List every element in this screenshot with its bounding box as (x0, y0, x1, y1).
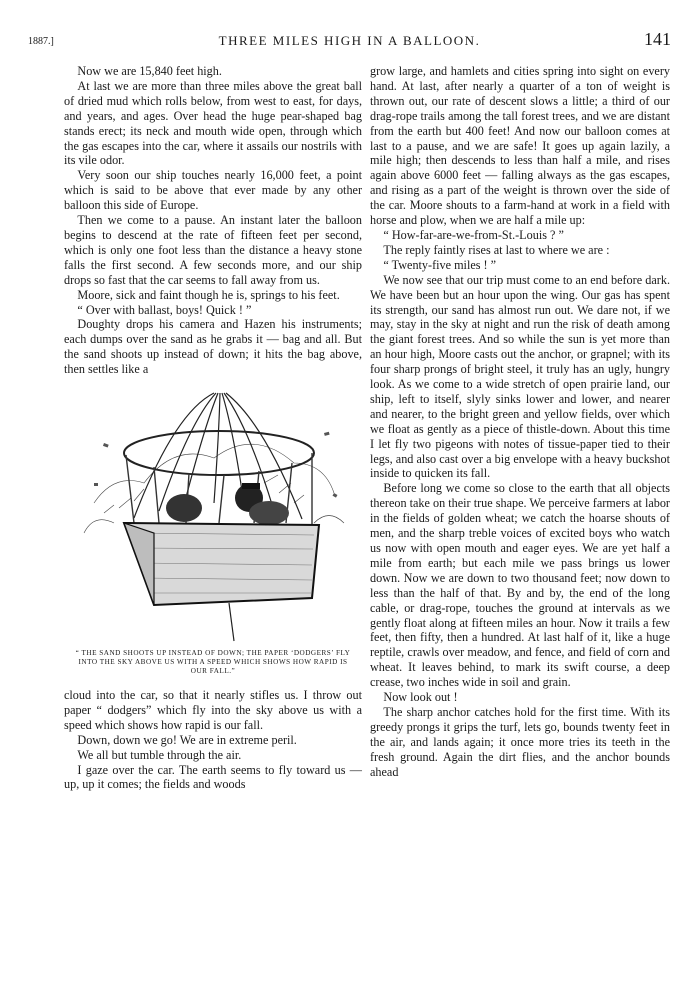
paragraph: At last we are more than three miles above the great ball of dried mud which rolls below, from west to east, for days, and years, and ages. Over head the huge pear-shaped bag stands erect; its neck and mouth wide open, through which the gas escapes into the car, where it assails our nostrils with its vile odor. (64, 78, 362, 168)
left-column (64, 64, 362, 792)
balloon-basket-drawing (64, 383, 362, 643)
running-title: THREE MILES HIGH IN A BALLOON. (218, 33, 481, 48)
balloon-illustration (64, 383, 362, 643)
left-column-top-text (64, 64, 362, 377)
paragraph: Before long we come so close to the earth that all objects thereon take on their true shape. We perceive farmers at labor in the fields of golden wheat; we catch the hoarse shouts of men, and the sharp treble voices of excited boys who watch us now with open mouth and eager eyes. We are yet half a mile from earth; but each mile we pass brings us lower down. Now we are down to two thousand feet; now down to less than the half of that. By and by, the end of the long cable, or drag-rope, touches the ground at intervals as we gently float along at fifteen miles an hour. Now it trails a few feet, then fifty, then a hundred. At last half of it, like a huge reptile, crawls over meadow, and fence, and field of corn and wheat. It leaves behind, to mark its swift course, a deep crease, two inches wide in soil and grain. (370, 481, 670, 690)
caption-text: “ THE SAND SHOOTS UP INSTEAD OF DOWN; THE PAPER ‘DODGERS’ FLY INTO THE SKY ABOVE US WITH A SPEED WHICH SHOWS HOW RAPID IS OUR FALL.” (75, 649, 351, 676)
paragraph: Moore, sick and faint though he is, springs to his feet. (77, 287, 340, 302)
right-column (370, 64, 670, 780)
paragraph: The sharp anchor catches hold for the first time. With its greedy prongs it grips the turf, lets go, bounds twenty feet in the air, and lands again; it once more tries its teeth in the fresh ground. Again the dirt flies, and the anchor bounds ahead (370, 704, 670, 779)
paragraph: The reply faintly rises at last to where we are : (383, 242, 610, 257)
paragraph: I gaze over the car. The earth seems to fly toward us — up, up it comes; the fields and woods (64, 762, 362, 792)
paragraph: Now look out ! (383, 690, 458, 705)
drag-rope (229, 603, 234, 641)
paragraph: Now we are 15,840 feet high. (77, 64, 222, 78)
paragraph: Very soon our ship touches nearly 16,000 feet, a point which is said to be above that ever made by any other balloon this side of Europe. (64, 168, 362, 213)
page-number: 141 (644, 29, 671, 49)
paragraph: cloud into the car, so that it nearly stifles us. I throw out paper “ dodgers” which fly into the sky above us with a speed which shows how rapid is our fall. (64, 688, 362, 732)
passengers (166, 483, 289, 525)
sand-cloud (84, 444, 344, 533)
paragraph: “ How-far-are-we-from-St.-Louis ? ” (383, 227, 564, 242)
paragraph: Doughty drops his camera and Hazen his instruments; each dumps over the sand as he grabs it — bag and all. But the sand shoots up instead of down; it hits the bag above, then settles like a (64, 317, 362, 377)
basket (124, 523, 319, 605)
left-column-bottom-text (64, 688, 362, 792)
paragraph: grow large, and hamlets and cities spring into sight on every hand. At last, after nearly a quarter of a ton of weight is thrown out, our rate of descent slows a little; a third of our drag-rope trails among the tall forest trees, and we are distant from the earth but 400 feet! And now our balloon comes at last to a pause, and we are safe! It goes up again lazily, a mile high; then descends to less than half a mile, and rises again above 6000 feet — falling always as the gas escapes, and rising as a part of the weight is thrown over the side of the car. Moore shouts to a farm-hand at work in a field with horse and plow, when we are half a mile up: (370, 64, 670, 228)
balloon-net-ropes (134, 393, 302, 519)
paragraph: “ Twenty-five miles ! ” (383, 257, 497, 272)
paragraph: We all but tumble through the air. (77, 747, 242, 762)
load-ring (124, 431, 314, 475)
paragraph: Then we come to a pause. An instant later the balloon begins to descend at the rate of fifteen feet per second, which is only one foot less than the distance a heavy stone falls the first second. A few seconds more, and our ship drops so fast that the car seems to fall away from us. (64, 213, 362, 287)
issue-date: 1887.] (28, 36, 54, 47)
paragraph: We now see that our trip must come to an end before dark. We have been but an hour upon the wing. Our gas has spent its strength, our sand has almost run out. We dare not, if we may, stay in the sky at night and run the risk of death among the giant forest trees. And so while the sun is yet more than an hour high, Moore casts out the anchor, or grapnel; with its four sharp prongs of bright steel, it truly has an ugly, hungry look. As we come to a wide stretch of open prairie land, our ship, left to itself, slyly sinks lower and lower, and nearer and nearer, to the bright green and yellow fields, over which we float as gently as a piece of thistle-down. About this time I let fly two pigeons with notes of tissue-paper tied to their legs, and also cast over a big envelope with a heavy buckshot inside to quicken its fall. (370, 272, 670, 481)
running-header (28, 28, 671, 52)
paragraph: Down, down we go! We are in extreme peril. (77, 732, 297, 747)
paragraph: “ Over with ballast, boys! Quick ! ” (77, 302, 252, 317)
figure-caption (70, 649, 356, 676)
